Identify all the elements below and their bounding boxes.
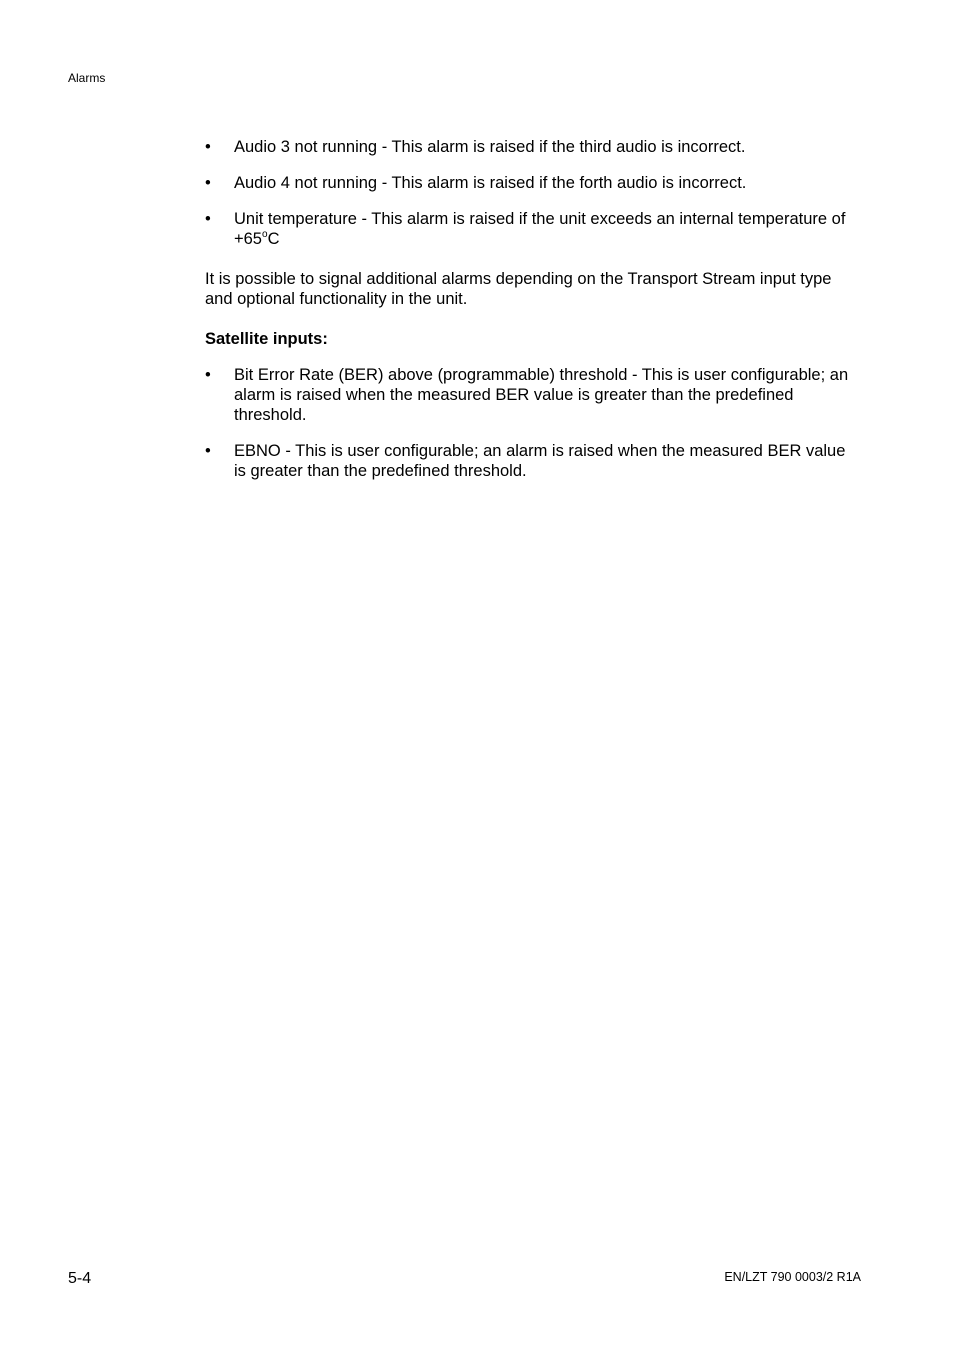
bullet-icon: •: [205, 366, 211, 384]
bullet-icon: •: [205, 210, 211, 228]
list-item-text: Audio 3 not running - This alarm is raised if the third audio is incorrect.: [234, 138, 746, 156]
degree-superscript: o: [262, 228, 268, 240]
satellite-alarm-list: [205, 365, 855, 481]
list-item-text: EBNO - This is user configurable; an alarm is raised when the measured BER value is greater than the predefined threshold.: [234, 442, 846, 480]
section-heading: Satellite inputs:: [205, 330, 328, 348]
bullet-icon: •: [205, 174, 211, 192]
list-item-text: Unit temperature - This alarm is raised if the unit exceeds an internal temperature of +65: [234, 210, 846, 248]
page-number: 5-4: [68, 1270, 92, 1287]
list-item: [205, 209, 855, 249]
page-body: [205, 137, 855, 497]
list-item: [205, 441, 855, 481]
intro-paragraph: It is possible to signal additional alarms depending on the Transport Stream input type and optional functionality in the unit.: [205, 270, 832, 308]
list-item: [205, 365, 855, 425]
bullet-icon: •: [205, 138, 211, 156]
running-header: Alarms: [68, 71, 106, 85]
list-item-text: Bit Error Rate (BER) above (programmable) threshold - This is user configurable; an alarm is raised when the measured BER value is greater than the predefined threshold.: [234, 366, 849, 424]
document-reference: EN/LZT 790 0003/2 R1A: [724, 1270, 861, 1284]
bullet-icon: •: [205, 442, 211, 460]
temperature-unit: C: [267, 230, 280, 248]
list-item-text: Audio 4 not running - This alarm is raised if the forth audio is incorrect.: [234, 174, 747, 192]
list-item: [205, 137, 855, 157]
alarm-list: [205, 137, 855, 249]
list-item: [205, 173, 855, 193]
